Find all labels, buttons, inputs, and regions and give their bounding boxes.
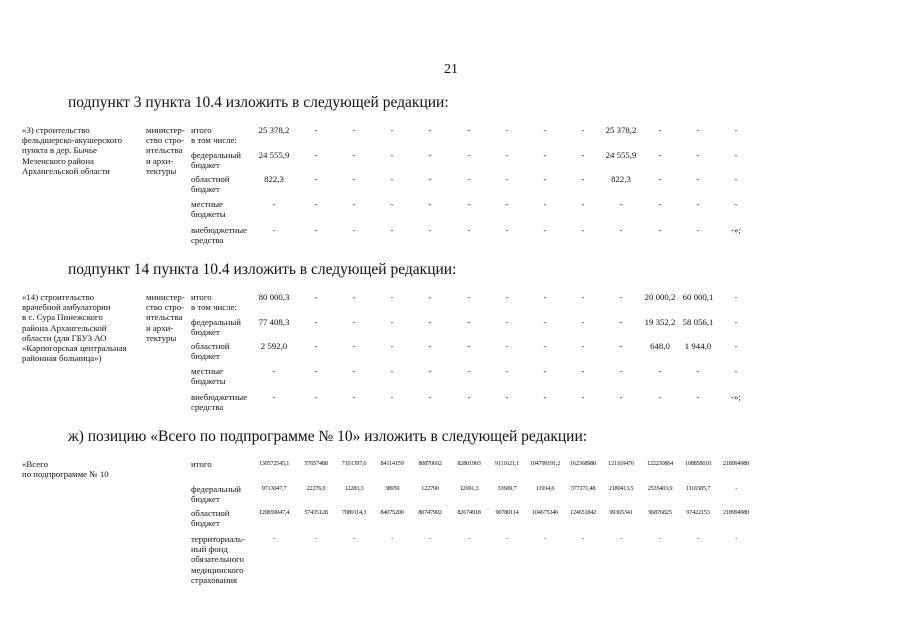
table-cell: - [734, 174, 738, 184]
table-cell: 96876825 [648, 509, 672, 516]
table-cell: - [505, 292, 509, 302]
table-cell: 7101397,6 [341, 460, 367, 467]
table-cell: - [735, 535, 737, 542]
table-cell: - [505, 199, 509, 209]
table-cell: - [658, 150, 662, 160]
table-cell: - [314, 317, 318, 327]
row-label: федеральный бюджет [191, 150, 241, 171]
table-cell: 33609,7 [497, 485, 517, 492]
table-cell: - [505, 366, 509, 376]
table-cell: 24 555,9 [605, 150, 637, 160]
table-cell: - [428, 125, 432, 135]
table-cell: - [505, 392, 509, 402]
table-cell: - [352, 366, 356, 376]
table-cell: - [391, 535, 393, 542]
table-cell: - [543, 125, 547, 135]
table-cell: - [696, 174, 700, 184]
table-cell: 11934,6 [535, 485, 555, 492]
table-cell: - [273, 535, 275, 542]
row-label: итого [191, 459, 212, 469]
table-cell: 24 555,9 [258, 150, 290, 160]
table-cell: 9713047,7 [261, 485, 287, 492]
table-cell: - [696, 392, 700, 402]
table-cell: - [734, 292, 738, 302]
table-cell: 162368980 [569, 460, 597, 467]
table-cell: 122790 [421, 485, 439, 492]
table-cell: - [734, 150, 738, 160]
table-cell: 80 000,3 [258, 292, 290, 302]
row-label: местные бюджеты [191, 366, 226, 387]
table-cell: 19 352,2 [644, 317, 676, 327]
table-cell: - [315, 535, 317, 542]
table-cell: 82801903 [457, 460, 481, 467]
table-cell: - [272, 199, 276, 209]
table-cell: - [619, 199, 623, 209]
table-cell: - [582, 535, 584, 542]
project-name: «14) строительство врачебной амбулатории в с. Сура Пинежского района Архангельской области (для ГБУЗ АО «Карпогорская центральная районная больница») [22, 292, 127, 364]
table-cell: - [352, 317, 356, 327]
row-label: федеральный бюджет [191, 317, 241, 338]
table-cell: 1116585,7 [685, 485, 711, 492]
table-cell: - [468, 535, 470, 542]
table-cell: 130572545,1 [258, 460, 290, 467]
table-cell: - [390, 292, 394, 302]
table-cell: - [544, 535, 546, 542]
row-label: местные бюджеты [191, 199, 226, 220]
page-number: 21 [444, 62, 458, 77]
table-cell: - [543, 225, 547, 235]
table-cell: - [314, 125, 318, 135]
table-cell: - [619, 317, 623, 327]
section1-heading: подпункт 3 пункта 10.4 изложить в следующей редакции: [68, 94, 449, 111]
table-cell: 1 944,0 [684, 341, 712, 351]
table-cell: - [696, 150, 700, 160]
table-cell: 9111621,1 [494, 460, 520, 467]
executor: министер- ство стро- ительства и архи- тектуры [146, 292, 185, 343]
table-cell: -»; [731, 392, 741, 402]
table-cell: - [505, 174, 509, 184]
table-cell: - [467, 317, 471, 327]
table-cell: - [619, 341, 623, 351]
executor: министер- ство стро- ительства и архи- тектуры [146, 125, 185, 176]
table-cell: - [314, 225, 318, 235]
table-cell: - [658, 199, 662, 209]
table-cell: - [429, 535, 431, 542]
table-cell: - [696, 225, 700, 235]
table-cell: - [352, 199, 356, 209]
section2-heading: подпункт 14 пункта 10.4 изложить в следующей редакции: [68, 261, 457, 278]
table-cell: - [428, 174, 432, 184]
table-cell: - [734, 125, 738, 135]
table-cell: - [428, 292, 432, 302]
table-cell: 84075200 [380, 509, 404, 516]
table-cell: - [352, 125, 356, 135]
table-cell: 104799191,2 [529, 460, 561, 467]
table-cell: 12283,3 [344, 485, 364, 492]
table-cell: - [352, 341, 356, 351]
table-cell: - [734, 199, 738, 209]
table-cell: 377171,48 [570, 485, 596, 492]
table-cell: 2 592,0 [260, 341, 288, 351]
table-cell: - [658, 225, 662, 235]
row-label: федеральный бюджет [191, 484, 241, 505]
table-cell: - [467, 392, 471, 402]
table-cell: 2535403,9 [647, 485, 673, 492]
table-cell: - [314, 292, 318, 302]
table-cell: 121169476 [608, 460, 634, 467]
table-cell: - [390, 392, 394, 402]
table-cell: - [505, 125, 509, 135]
table-cell: - [314, 199, 318, 209]
table-cell: - [543, 292, 547, 302]
table-cell: - [428, 225, 432, 235]
table-cell: - [467, 366, 471, 376]
table-cell: - [696, 199, 700, 209]
row-label: итого в том числе: [191, 292, 237, 313]
table-cell: - [620, 535, 622, 542]
table-cell: - [428, 341, 432, 351]
table-cell: - [467, 225, 471, 235]
table-cell: - [352, 150, 356, 160]
table-cell: - [581, 150, 585, 160]
table-cell: - [505, 225, 509, 235]
table-cell: - [543, 341, 547, 351]
table-cell: - [581, 341, 585, 351]
table-cell: - [581, 292, 585, 302]
table-cell: - [505, 150, 509, 160]
table-cell: - [272, 392, 276, 402]
table-cell: - [314, 174, 318, 184]
table-cell: - [543, 366, 547, 376]
table-cell: - [543, 392, 547, 402]
table-cell: - [619, 225, 623, 235]
table-cell: - [467, 292, 471, 302]
table-cell: 822,3 [264, 174, 284, 184]
row-label: областной бюджет [191, 174, 230, 195]
table-cell: - [390, 199, 394, 209]
table-cell: - [390, 366, 394, 376]
row-label: областной бюджет [191, 508, 230, 529]
table-cell: - [506, 535, 508, 542]
project-name: «Всего по подпрограмме № 10 [22, 459, 109, 480]
table-cell: - [272, 366, 276, 376]
row-label: территориаль- ный фонд обязательного медицинского страхования [191, 534, 245, 585]
table-cell: - [734, 366, 738, 376]
table-cell: 82674918 [457, 509, 481, 516]
table-cell: - [428, 366, 432, 376]
table-cell: 38959 [384, 485, 400, 492]
table-cell: 122230864 [646, 460, 674, 467]
table-cell: - [314, 366, 318, 376]
table-cell: 108858010 [684, 460, 712, 467]
table-cell: - [428, 392, 432, 402]
table-cell: - [659, 535, 661, 542]
table-cell: 84114159 [380, 460, 404, 467]
table-cell: - [352, 225, 356, 235]
table-cell: - [734, 341, 738, 351]
table-cell: 22276,0 [306, 485, 326, 492]
table-cell: 58 056,1 [682, 317, 714, 327]
row-label: внебюджетные средства [191, 392, 248, 413]
table-cell: - [390, 317, 394, 327]
table-cell: -»; [731, 225, 741, 235]
table-cell: - [390, 174, 394, 184]
table-cell: - [390, 225, 394, 235]
table-cell: 99365341 [609, 509, 633, 516]
table-cell: - [543, 199, 547, 209]
table-cell: - [314, 392, 318, 402]
table-cell: - [543, 174, 547, 184]
table-cell: 218994980 [722, 460, 750, 467]
table-cell: - [314, 341, 318, 351]
table-cell: - [735, 485, 737, 492]
table-cell: 97422153 [686, 509, 710, 516]
project-name: «3) строительство фельдшерско-акушерского пункта в дер. Бычье Мезенского района Архангельской области [22, 125, 123, 176]
table-cell: - [543, 150, 547, 160]
table-cell: - [467, 199, 471, 209]
table-cell: - [658, 174, 662, 184]
row-label: внебюджетные средства [191, 225, 248, 246]
table-cell: - [581, 392, 585, 402]
table-cell: - [272, 225, 276, 235]
row-label: итого в том числе: [191, 125, 237, 146]
table-cell: 7089114,3 [341, 509, 367, 516]
table-cell: - [581, 125, 585, 135]
table-cell: - [390, 150, 394, 160]
table-cell: - [390, 125, 394, 135]
table-cell: - [352, 292, 356, 302]
table-cell: - [697, 535, 699, 542]
table-cell: 25 378,2 [258, 125, 290, 135]
table-cell: 648,0 [650, 341, 670, 351]
table-cell: - [428, 150, 432, 160]
table-cell: 822,3 [611, 174, 631, 184]
table-cell: 60 000,1 [682, 292, 714, 302]
table-cell: 57657488 [304, 460, 328, 467]
table-cell: - [581, 174, 585, 184]
table-cell: - [543, 317, 547, 327]
table-cell: 20 000,2 [644, 292, 676, 302]
table-cell: - [696, 125, 700, 135]
table-cell: 77 408,3 [258, 317, 290, 327]
table-cell: 80870692 [418, 460, 442, 467]
table-cell: - [467, 125, 471, 135]
table-cell: 25 378,2 [605, 125, 637, 135]
table-cell: - [658, 366, 662, 376]
table-cell: - [658, 392, 662, 402]
table-cell: - [314, 150, 318, 160]
table-cell: - [581, 225, 585, 235]
table-cell: 104675346 [531, 509, 559, 516]
table-cell: - [619, 392, 623, 402]
table-cell: 12691,3 [459, 485, 479, 492]
table-cell: 2180413,5 [608, 485, 634, 492]
table-cell: - [581, 366, 585, 376]
table-cell: - [467, 174, 471, 184]
table-cell: - [467, 341, 471, 351]
table-cell: - [581, 199, 585, 209]
table-cell: 57435128 [304, 509, 328, 516]
table-cell: - [505, 341, 509, 351]
table-cell: - [352, 392, 356, 402]
row-label: областной бюджет [191, 341, 230, 362]
table-cell: - [352, 174, 356, 184]
table-cell: - [696, 366, 700, 376]
table-cell: 80747902 [418, 509, 442, 516]
table-cell: - [467, 150, 471, 160]
table-cell: 124651842 [569, 509, 597, 516]
section3-heading: ж) позицию «Всего по подпрограмме № 10» изложить в следующей редакции: [68, 428, 588, 445]
table-cell: - [390, 341, 394, 351]
table-cell: 218994980 [722, 509, 750, 516]
table-cell: - [581, 317, 585, 327]
table-cell: - [353, 535, 355, 542]
table-cell: - [658, 125, 662, 135]
table-cell: - [734, 317, 738, 327]
table-cell: - [428, 317, 432, 327]
table-cell: - [428, 199, 432, 209]
table-cell: 120859047,4 [258, 509, 290, 516]
table-cell: 90780114 [495, 509, 519, 516]
table-cell: - [505, 317, 509, 327]
table-cell: - [619, 366, 623, 376]
table-cell: - [619, 292, 623, 302]
